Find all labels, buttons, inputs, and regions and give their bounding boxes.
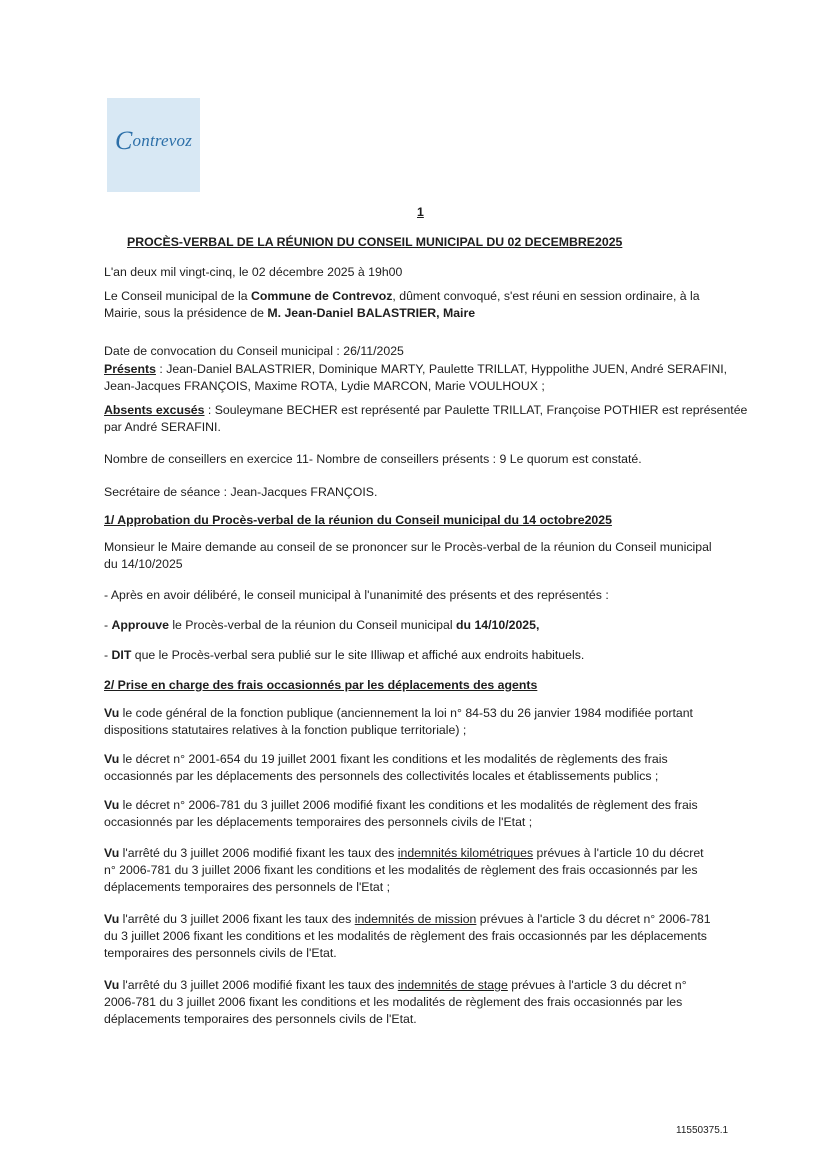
vu-paragraph-6 — [104, 977, 736, 1028]
page-number: 1 — [417, 205, 424, 219]
approve-line — [104, 617, 736, 634]
vu-paragraph-2 — [104, 751, 736, 785]
session-text-3: Mairie, sous la présidence de — [104, 306, 268, 320]
presents-label: Présents — [104, 362, 156, 376]
vu-6-line-1a: l'arrêté du 3 juillet 2006 modifié fixant les taux des — [119, 978, 398, 992]
dit-dash: - — [104, 648, 112, 662]
presents-line-2: Jean-Jacques FRANÇOIS, Maxime ROTA, Lydie MARCON, Marie VOULHOUX ; — [104, 379, 545, 393]
approve-text: le Procès-verbal de la réunion du Conseil municipal — [168, 618, 456, 632]
approve-keyword: Approuve — [111, 618, 169, 632]
commune-name: Commune de Contrevoz — [250, 289, 393, 303]
vu-6-line-3: déplacements temporaires des personnels civils de l'Etat. — [104, 1012, 417, 1026]
document-title: PROCÈS-VERBAL DE LA RÉUNION DU CONSEIL MUNICIPAL DU 02 DECEMBRE2025 — [127, 235, 623, 249]
presents-paragraph — [104, 361, 736, 395]
vu-3-line-2: occasionnés par les déplacements temporaires des personnels civils de l'Etat ; — [104, 815, 533, 829]
section-1-intro-line-2: du 14/10/2025 — [104, 557, 183, 571]
deliberation-line: - Après en avoir délibéré, le conseil municipal à l'unanimité des présents et des représentés : — [104, 588, 609, 602]
vu-5-underlined: indemnités de mission — [354, 912, 477, 926]
session-paragraph — [104, 288, 736, 322]
vu-4-line-1b: prévues à l'article 10 du décret — [533, 846, 704, 860]
opening-line: L'an deux mil vingt-cinq, le 02 décembre 2025 à 19h00 — [104, 265, 403, 279]
section-2-heading: 2/ Prise en charge des frais occasionnés par les déplacements des agents — [104, 678, 538, 692]
vu-paragraph-1 — [104, 705, 736, 739]
secretary-line: Secrétaire de séance : Jean-Jacques FRANÇOIS. — [104, 485, 378, 499]
dit-line — [104, 647, 736, 664]
vu-4-underlined: indemnités kilométriques — [397, 846, 534, 860]
absents-label: Absents excusés — [104, 403, 205, 417]
vu-5-line-3: temporaires des personnels civils de l'Etat. — [104, 946, 337, 960]
dit-keyword: DIT — [111, 648, 132, 662]
president-name: M. Jean-Daniel BALASTRIER, Maire — [267, 306, 476, 320]
dit-text: que le Procès-verbal sera publié sur le site Illiwap et affiché aux endroits habituels. — [131, 648, 585, 662]
vu-1-line-2: dispositions statutaires relatives à la fonction publique territoriale) ; — [104, 723, 467, 737]
section-1-intro-line-1: Monsieur le Maire demande au conseil de se prononcer sur le Procès-verbal de la réunion du Conseil municipal — [104, 540, 712, 554]
vu-6-line-2: 2006-781 du 3 juillet 2006 fixant les conditions et les modalités de règlement des frais occasionnés par les — [104, 995, 683, 1009]
vu-5-line-1b: prévues à l'article 3 du décret n° 2006-781 — [476, 912, 711, 926]
vu-paragraph-4 — [104, 845, 736, 896]
vu-1-line-1: le code général de la fonction publique (anciennement la loi n° 84-53 du 26 janvier 1984 modifiée portant — [119, 706, 693, 720]
vu-4-line-2: n° 2006-781 du 3 juillet 2006 fixant les conditions et les modalités de règlement des frais occasionnés par les — [104, 863, 698, 877]
vu-paragraph-3 — [104, 797, 736, 831]
vu-keyword: Vu — [104, 912, 120, 926]
vu-4-line-1a: l'arrêté du 3 juillet 2006 modifié fixant les taux des — [119, 846, 398, 860]
vu-paragraph-5 — [104, 911, 736, 962]
vu-keyword: Vu — [104, 798, 120, 812]
session-text-1: Le Conseil municipal de la — [104, 289, 251, 303]
vu-2-line-1: le décret n° 2001-654 du 19 juillet 2001 fixant les conditions et les modalités de règlements des frais — [119, 752, 668, 766]
logo-text — [115, 126, 193, 155]
document-reference: 11550375.1 — [676, 1125, 729, 1136]
absents-paragraph — [104, 402, 748, 436]
absents-line-1: : Souleymane BECHER est représenté par Paulette TRILLAT, Françoise POTHIER est représentée — [204, 403, 748, 417]
vu-5-line-1a: l'arrêté du 3 juillet 2006 fixant les taux des — [119, 912, 355, 926]
presents-line-1: : Jean-Daniel BALASTRIER, Dominique MARTY, Paulette TRILLAT, Hyppolithe JUEN, André SERAFINI, — [155, 362, 728, 376]
approve-date: du 14/10/2025, — [456, 618, 540, 632]
section-1-heading: 1/ Approbation du Procès-verbal de la réunion du Conseil municipal du 14 octobre2025 — [104, 513, 612, 527]
logo-first-letter: C — [115, 126, 133, 155]
vu-6-line-1b: prévues à l'article 3 du décret n° — [507, 978, 687, 992]
vu-2-line-2: occasionnés par les déplacements des personnels des collectivités locales et établissements publics ; — [104, 769, 659, 783]
convocation-line: Date de convocation du Conseil municipal : 26/11/2025 — [104, 344, 404, 358]
session-text-2: , dûment convoqué, s'est réuni en session ordinaire, à la — [392, 289, 700, 303]
vu-5-line-2: du 3 juillet 2006 fixant les conditions et les modalités de règlement des frais occasionnés par les déplacements — [104, 929, 707, 943]
section-1-intro — [104, 539, 736, 573]
vu-6-underlined: indemnités de stage — [397, 978, 508, 992]
commune-logo — [107, 98, 200, 192]
vu-keyword: Vu — [104, 706, 120, 720]
logo-rest: ontrevoz — [132, 131, 193, 150]
vu-keyword: Vu — [104, 752, 120, 766]
vu-3-line-1: le décret n° 2006-781 du 3 juillet 2006 modifié fixant les conditions et les modalités de règlement des frais — [119, 798, 698, 812]
vu-4-line-3: déplacements temporaires des personnels de l'Etat ; — [104, 880, 391, 894]
quorum-line: Nombre de conseillers en exercice 11- Nombre de conseillers présents : 9 Le quorum est constaté. — [104, 452, 642, 466]
vu-keyword: Vu — [104, 978, 120, 992]
absents-line-2: par André SERAFINI. — [104, 420, 221, 434]
vu-keyword: Vu — [104, 846, 120, 860]
approve-dash: - — [104, 618, 112, 632]
